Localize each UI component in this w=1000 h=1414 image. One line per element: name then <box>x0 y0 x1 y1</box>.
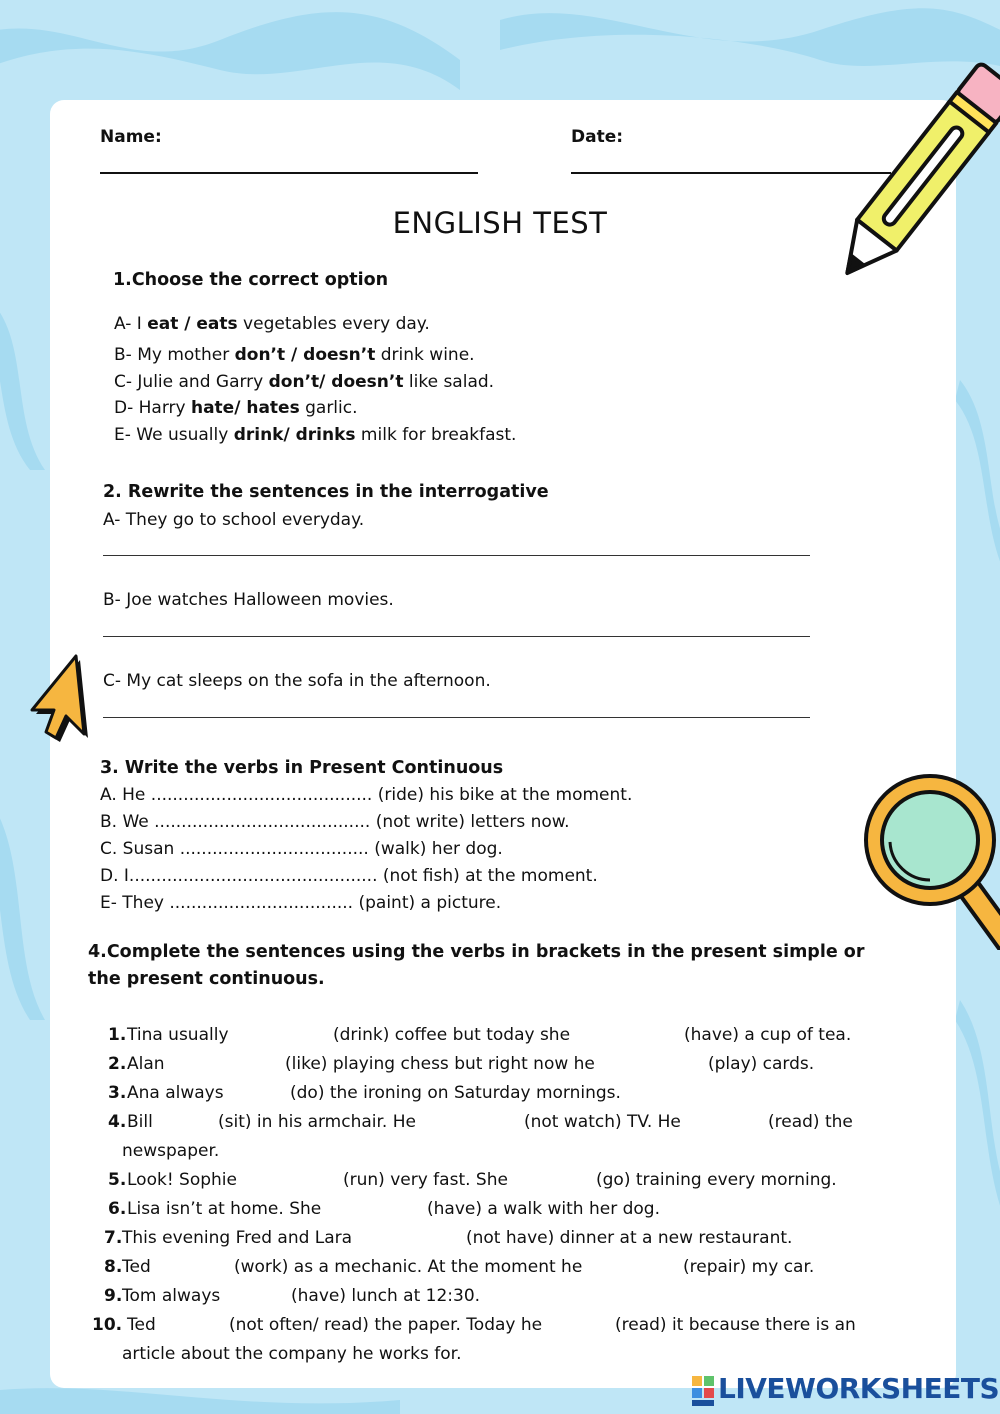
sentence-part: Ted <box>127 1315 156 1335</box>
sentence-part: (like) playing chess but right now he <box>285 1054 595 1074</box>
sentence-part: (not often/ read) the paper. Today he <box>229 1315 543 1335</box>
answer-line[interactable] <box>103 636 810 637</box>
sentence-continuation: article about the company he works for. <box>122 1344 462 1364</box>
sentence-part: (have) lunch at 12:30. <box>291 1286 481 1306</box>
name-field[interactable] <box>100 172 478 174</box>
section1-item-b: B- My mother don’t / doesn’t drink wine. <box>114 345 475 365</box>
option-choice[interactable]: don’t/ doesn’t <box>268 372 404 392</box>
section3-item: C. Susan ................................... (walk) her dog. <box>100 839 503 859</box>
section3-item: D. I.............................................. (not fish) at the moment. <box>100 866 598 886</box>
answer-line[interactable] <box>103 555 810 556</box>
magnifying-glass-icon <box>860 770 1000 950</box>
sentence-part: (read) it because there is an <box>615 1315 856 1335</box>
section2-item-b: B- Joe watches Halloween movies. <box>103 590 394 610</box>
sentence-part: (drink) coffee but today she <box>333 1025 571 1045</box>
liveworksheets-logo <box>692 1374 716 1408</box>
sentence-part: (do) the ironing on Saturday mornings. <box>290 1083 621 1103</box>
section2-heading: 2. Rewrite the sentences in the interrogative <box>103 482 549 502</box>
sentence-part: Ana always <box>127 1083 224 1103</box>
brand-name[interactable]: LIVEWORKSHEETS <box>718 1372 1000 1405</box>
section3-item: B. We ........................................ (not write) letters now. <box>100 812 570 832</box>
section4-heading-cont: the present continuous. <box>88 969 325 989</box>
sentence-part: (not watch) TV. He <box>524 1112 681 1132</box>
sentence-part: Ted <box>122 1257 151 1277</box>
sentence-part: (not have) dinner at a new restaurant. <box>466 1228 793 1248</box>
date-label: Date: <box>571 127 624 147</box>
item-number: 9. <box>104 1286 123 1306</box>
item-number: 6. <box>108 1199 127 1219</box>
answer-line[interactable] <box>103 717 810 718</box>
sentence-part: (play) cards. <box>708 1054 815 1074</box>
section3-item: A. He ......................................... (ride) his bike at the moment. <box>100 785 633 805</box>
item-number: 5. <box>108 1170 127 1190</box>
section1-item-d: D- Harry hate/ hates garlic. <box>114 398 358 418</box>
item-number: 3. <box>108 1083 127 1103</box>
sentence-part: Lisa isn’t at home. She <box>127 1199 322 1219</box>
sentence-part: (have) a walk with her dog. <box>427 1199 660 1219</box>
section3-item: E- They .................................. (paint) a picture. <box>100 893 502 913</box>
item-number: 7. <box>104 1228 123 1248</box>
option-choice[interactable]: don’t / doesn’t <box>234 345 376 365</box>
sentence-part: (run) very fast. She <box>343 1170 508 1190</box>
option-choice[interactable]: hate/ hates <box>190 398 300 418</box>
worksheet-page <box>50 100 956 1388</box>
section2-item-a: A- They go to school everyday. <box>103 510 365 530</box>
sentence-part: Alan <box>127 1054 165 1074</box>
sentence-part: (repair) my car. <box>683 1257 815 1277</box>
item-number: 1. <box>108 1025 127 1045</box>
sentence-part: Look! Sophie <box>127 1170 237 1190</box>
page-title: ENGLISH TEST <box>392 206 608 240</box>
sentence-part: (go) training every morning. <box>596 1170 837 1190</box>
item-number: 4. <box>108 1112 127 1132</box>
section1-heading: 1.Choose the correct option <box>113 270 389 290</box>
item-number: 10. <box>92 1315 123 1335</box>
section2-item-c: C- My cat sleeps on the sofa in the afternoon. <box>103 671 491 691</box>
section3-heading: 3. Write the verbs in Present Continuous <box>100 758 504 778</box>
sentence-part: (work) as a mechanic. At the moment he <box>234 1257 583 1277</box>
name-label: Name: <box>100 127 162 147</box>
sentence-part: (have) a cup of tea. <box>684 1025 852 1045</box>
section1-item-a: A- I eat / eats vegetables every day. <box>114 314 430 334</box>
sentence-part: (read) the <box>768 1112 853 1132</box>
sentence-part: This evening Fred and Lara <box>122 1228 353 1248</box>
item-number: 2. <box>108 1054 127 1074</box>
section4-heading: 4.Complete the sentences using the verbs in brackets in the present simple or <box>88 942 865 962</box>
sentence-part: Tom always <box>122 1286 221 1306</box>
cursor-arrow-icon <box>26 650 90 744</box>
section1-item-e: E- We usually drink/ drinks milk for breakfast. <box>114 425 517 445</box>
sentence-part: Bill <box>127 1112 153 1132</box>
pencil-icon <box>840 60 1000 300</box>
sentence-continuation: newspaper. <box>122 1141 220 1161</box>
sentence-part: Tina usually <box>127 1025 229 1045</box>
section1-item-c: C- Julie and Garry don’t/ doesn’t like salad. <box>114 372 495 392</box>
option-choice[interactable]: drink/ drinks <box>233 425 356 445</box>
sentence-part: (sit) in his armchair. He <box>218 1112 416 1132</box>
option-choice[interactable]: eat / eats <box>147 314 238 334</box>
item-number: 8. <box>104 1257 123 1277</box>
